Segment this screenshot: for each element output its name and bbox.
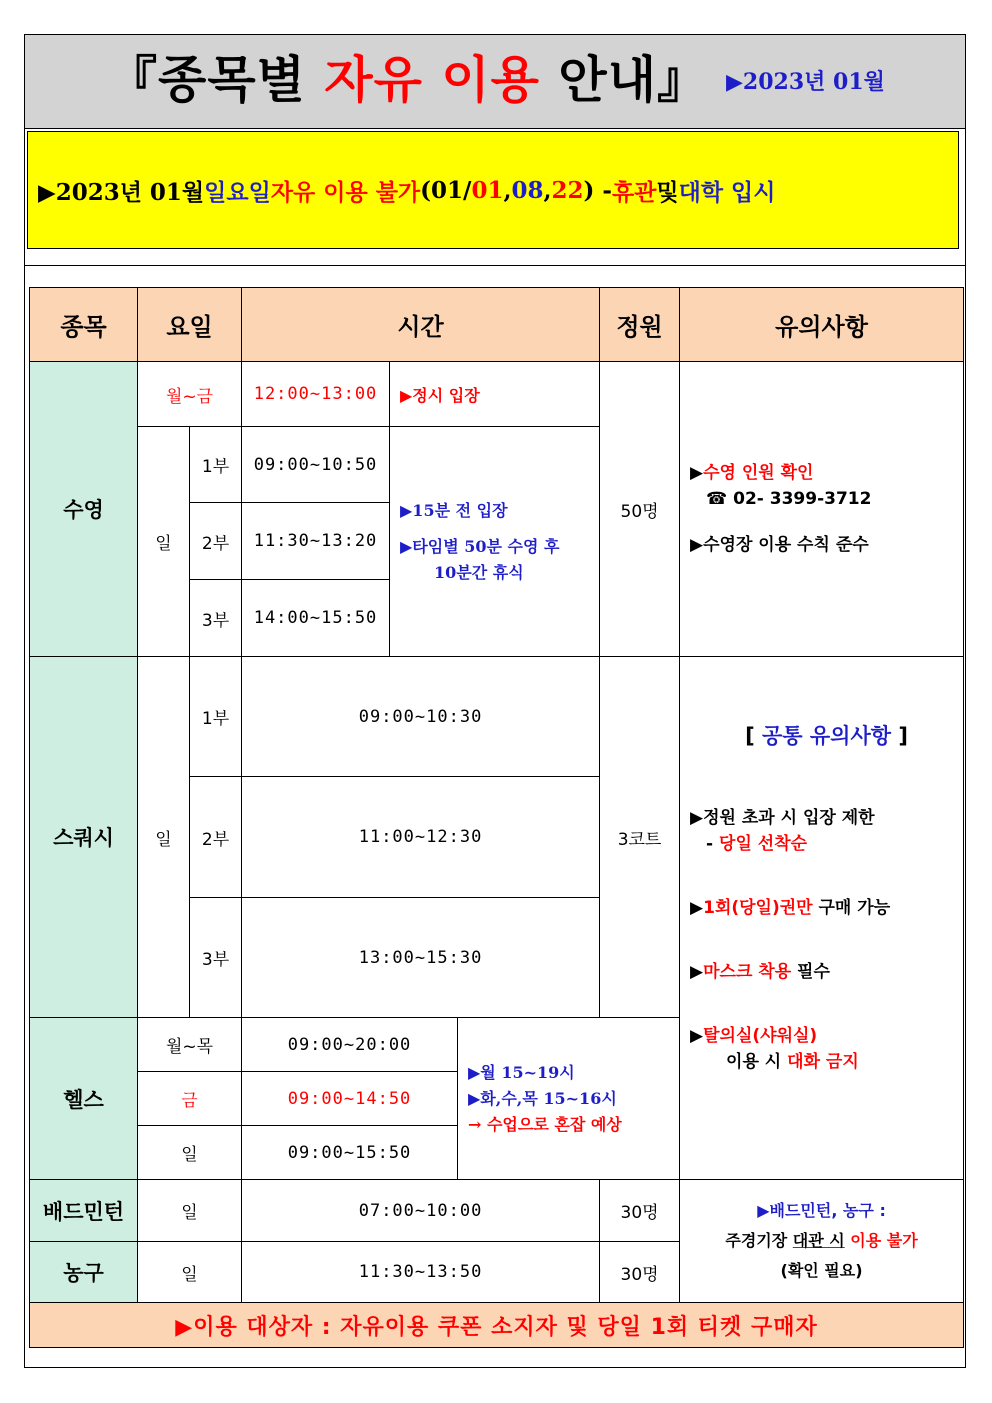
common-note-2-red: 1회(당일)권만 — [703, 898, 813, 918]
common-note-4b-red: 대화 금지 — [787, 1052, 859, 1072]
common-notes-bracket-close: ] — [891, 724, 908, 748]
title-close: 안내』 — [539, 50, 708, 109]
basketball-time: 11:30~13:50 — [242, 1242, 600, 1303]
squash-time-3: 13:00~15:30 — [242, 898, 600, 1018]
notice-unavailable: 자유 이용 불가 — [270, 178, 421, 206]
squash-time-1: 09:00~10:30 — [242, 657, 600, 777]
common-notes-title-text: 공통 유의사항 — [762, 724, 892, 748]
schedule-table — [29, 287, 964, 1348]
common-notes — [680, 657, 964, 1180]
notice-dates-close: ) - — [583, 176, 612, 204]
swim-cautions — [680, 362, 964, 657]
swim-phone: ☎ 02- 3399-3712 — [706, 489, 872, 509]
squash-part-3: 3부 — [190, 898, 242, 1018]
health-time-2: 09:00~14:50 — [242, 1072, 458, 1126]
notice-dates-open: (01/ — [420, 176, 472, 204]
swim-weekday-row — [30, 362, 964, 427]
health-note — [458, 1018, 680, 1180]
health-time-1: 09:00~20:00 — [242, 1018, 458, 1072]
swim-sunday-note-1: ▶15분 전 입장 — [400, 500, 508, 520]
common-note-4-red: 탈의실(샤워실) — [703, 1026, 818, 1046]
notice-comma-1: , — [503, 176, 512, 204]
badminton-capacity: 30명 — [600, 1180, 680, 1242]
page-title — [0, 40, 992, 120]
title-highlight: 자유 이용 — [324, 50, 540, 109]
squash-part-1: 1부 — [190, 657, 242, 777]
sport-health: 헬스 — [30, 1018, 138, 1180]
swim-caution-2: ▶수영장 이용 수칙 준수 — [690, 535, 869, 555]
court-note-2b: 대관 시 — [792, 1231, 845, 1250]
notice-date-3: 22 — [551, 176, 584, 204]
basketball-capacity: 30명 — [600, 1242, 680, 1303]
notice-closed: 휴관 — [611, 178, 657, 206]
header-notes: 유의사항 — [680, 288, 964, 362]
common-note-1b-text: 당일 선착순 — [719, 834, 808, 854]
common-note-3-red: 마스크 착용 — [703, 962, 792, 982]
common-note-2-arrow: ▶ — [690, 898, 704, 918]
header-capacity: 정원 — [600, 288, 680, 362]
common-note-2 — [690, 895, 963, 921]
health-note-3: → 수업으로 혼잡 예상 — [468, 1114, 622, 1134]
common-note-1: ▶정원 초과 시 입장 제한 — [690, 808, 875, 828]
court-note-3: (확인 필요) — [780, 1261, 863, 1280]
badminton-day: 일 — [138, 1180, 242, 1242]
swim-part-1: 1부 — [190, 427, 242, 503]
swim-part-3: 3부 — [190, 580, 242, 657]
badminton-time: 07:00~10:00 — [242, 1180, 600, 1242]
common-notes-bracket-open: [ — [745, 724, 763, 748]
swim-time-1: 09:00~10:50 — [242, 427, 390, 503]
notice-and: 및 — [656, 178, 679, 206]
sport-squash: 스쿼시 — [30, 657, 138, 1018]
title-date: ▶2023년 01월 — [726, 68, 885, 95]
swim-time-2: 11:30~13:20 — [242, 503, 390, 580]
notice-comma-2: , — [543, 176, 552, 204]
court-note-2a: 주경기장 — [725, 1231, 793, 1250]
swim-sunday-note-2: ▶타임별 50분 수영 후 — [400, 536, 560, 556]
swim-caution-1 — [690, 460, 963, 486]
common-note-1b-dash: - — [706, 834, 720, 854]
badminton-row — [30, 1180, 964, 1242]
health-time-3: 09:00~15:50 — [242, 1126, 458, 1180]
header-day: 요일 — [138, 288, 242, 362]
divider — [25, 265, 965, 266]
court-note-2 — [680, 1228, 963, 1254]
title-open: 『종목별 — [107, 50, 325, 109]
eligibility-footer: ▶이용 대상자 : 자유이용 쿠폰 소지자 및 당일 1회 티켓 구매자 — [30, 1303, 964, 1348]
swim-capacity: 50명 — [600, 362, 680, 657]
swim-weekday-note: ▶정시 입장 — [390, 362, 600, 427]
swim-sunday-label: 일 — [138, 427, 190, 657]
health-day-3: 일 — [138, 1126, 242, 1180]
swim-sunday-note — [390, 427, 600, 657]
basketball-day: 일 — [138, 1242, 242, 1303]
health-day-1: 월~목 — [138, 1018, 242, 1072]
common-note-3 — [690, 959, 963, 985]
swim-weekday-time: 12:00~13:00 — [242, 362, 390, 427]
swim-part-2: 2부 — [190, 503, 242, 580]
common-note-3-rest: 필수 — [791, 962, 830, 982]
health-day-2: 금 — [138, 1072, 242, 1126]
squash-capacity: 3코트 — [600, 657, 680, 1018]
squash-day: 일 — [138, 657, 190, 1018]
common-notes-title — [690, 723, 963, 749]
common-note-2-rest: 구매 가능 — [812, 898, 891, 918]
header-row — [30, 288, 964, 362]
footer-row — [30, 1303, 964, 1348]
squash-row-1 — [30, 657, 964, 777]
notice-prefix: ▶2023년 01월 — [38, 178, 205, 206]
common-note-1b — [690, 831, 963, 857]
swim-caution-1-text: 수영 인원 확인 — [703, 463, 814, 483]
sport-swim: 수영 — [30, 362, 138, 657]
health-note-1: ▶월 15~19시 — [468, 1062, 575, 1082]
court-note — [680, 1180, 964, 1303]
notice-date-2: 08 — [511, 176, 544, 204]
court-note-2c: 이용 불가 — [844, 1231, 918, 1250]
swim-time-3: 14:00~15:50 — [242, 580, 390, 657]
court-note-1: ▶배드민턴, 농구 : — [757, 1201, 886, 1220]
header-time: 시간 — [242, 288, 600, 362]
common-note-4 — [690, 1023, 963, 1049]
squash-time-2: 11:00~12:30 — [242, 777, 600, 898]
swim-caution-1-arrow: ▶ — [690, 463, 704, 483]
closure-notice — [27, 131, 959, 249]
sport-badminton: 배드민턴 — [30, 1180, 138, 1242]
notice-date-1: 01 — [471, 176, 504, 204]
notice-exam: 대학 입시 — [678, 178, 776, 206]
header-sport: 종목 — [30, 288, 138, 362]
notice-sunday: 일요일 — [204, 178, 271, 206]
common-note-4-arrow: ▶ — [690, 1026, 704, 1046]
common-note-3-arrow: ▶ — [690, 962, 704, 982]
swim-weekday-label: 월~금 — [138, 362, 242, 427]
health-note-2: ▶화,수,목 15~16시 — [468, 1088, 617, 1108]
squash-part-2: 2부 — [190, 777, 242, 898]
common-note-4b-text: 이용 시 — [726, 1052, 788, 1072]
sport-basketball: 농구 — [30, 1242, 138, 1303]
swim-sunday-note-3: 10분간 휴식 — [434, 562, 524, 582]
common-note-4b — [690, 1049, 963, 1075]
